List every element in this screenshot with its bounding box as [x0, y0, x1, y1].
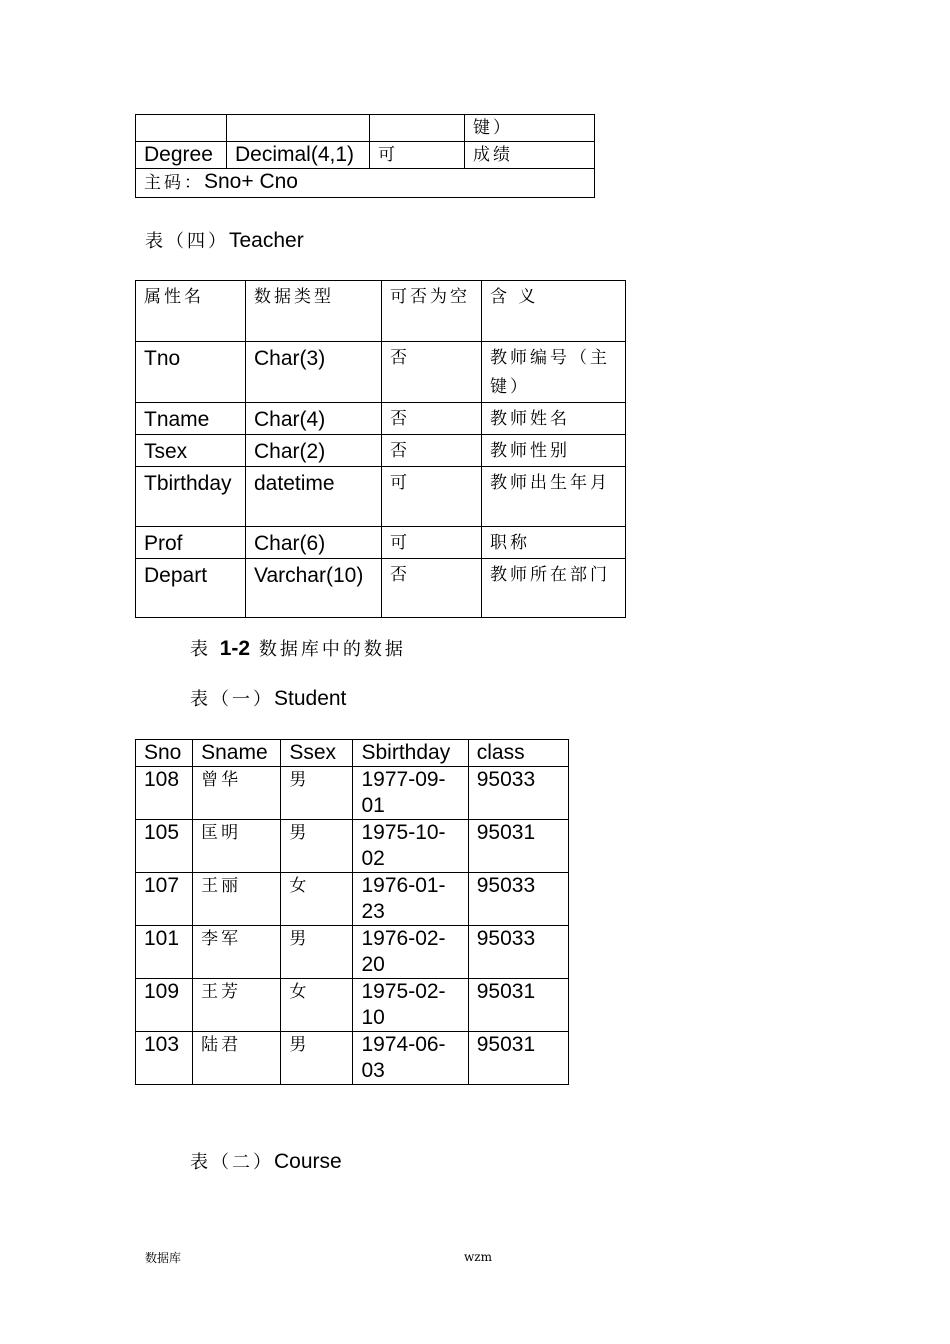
student-table — [135, 739, 569, 1085]
table-cell: Char(2) — [246, 435, 382, 467]
table-cell: 105 — [136, 820, 193, 873]
table-cell — [370, 115, 465, 142]
caption-name: Student — [274, 687, 347, 710]
table-cell: 107 — [136, 873, 193, 926]
table-row — [136, 926, 569, 979]
footer-left: 数据库 — [145, 1251, 182, 1265]
table-cell: 103 — [136, 1032, 193, 1085]
table-cell: Degree — [136, 142, 227, 169]
table-cell: 可 — [382, 467, 482, 527]
table-row — [136, 1032, 569, 1085]
table-row — [136, 403, 626, 435]
table-cell: 95033 — [468, 873, 568, 926]
table-cell: Depart — [136, 559, 246, 618]
table-cell: 男 — [281, 820, 353, 873]
table-cell: 95031 — [468, 820, 568, 873]
header-cell: 数据类型 — [246, 281, 382, 342]
primary-key-label: 主码： — [144, 173, 204, 193]
table-cell: 教师所在部门 — [482, 559, 626, 618]
table-cell: datetime — [246, 467, 382, 527]
header-cell: class — [468, 740, 568, 767]
table-cell: 可 — [370, 142, 465, 169]
course-table-caption — [190, 1148, 342, 1174]
table-cell: 1976-02-20 — [353, 926, 468, 979]
table-cell: 男 — [281, 767, 353, 820]
table-cell: Tname — [136, 403, 246, 435]
caption-prefix: 表（二） — [190, 1152, 274, 1173]
teacher-table-caption — [145, 227, 304, 253]
header-cell: Sname — [193, 740, 281, 767]
table-cell: 否 — [382, 403, 482, 435]
table-row — [136, 435, 626, 467]
table-cell: 101 — [136, 926, 193, 979]
table-cell: Tno — [136, 342, 246, 403]
table-cell: 否 — [382, 342, 482, 403]
table-cell: Char(6) — [246, 527, 382, 559]
table-cell: 女 — [281, 873, 353, 926]
table-cell: Char(4) — [246, 403, 382, 435]
table-cell: 教师性别 — [482, 435, 626, 467]
table-row — [136, 873, 569, 926]
table-cell — [227, 115, 370, 142]
table-cell: 否 — [382, 435, 482, 467]
header-cell: Sno — [136, 740, 193, 767]
table-cell: 职称 — [482, 527, 626, 559]
table-row — [136, 142, 595, 169]
table-cell: 王丽 — [193, 873, 281, 926]
header-cell: Ssex — [281, 740, 353, 767]
header-cell: 含 义 — [482, 281, 626, 342]
header-cell: 属性名 — [136, 281, 246, 342]
score-table-tail — [135, 114, 595, 198]
table-cell: 教师编号（主键） — [482, 342, 626, 403]
table-row — [136, 979, 569, 1032]
table-cell: 95033 — [468, 926, 568, 979]
table-cell: 男 — [281, 926, 353, 979]
primary-key-cell — [136, 169, 595, 198]
table-cell: 1975-10-02 — [353, 820, 468, 873]
footer-center: wzm — [464, 1250, 492, 1264]
table-row — [136, 169, 595, 198]
caption-prefix: 表 — [190, 639, 220, 660]
primary-key-value: Sno+ Cno — [204, 170, 298, 193]
table-cell: 曾华 — [193, 767, 281, 820]
table-row — [136, 527, 626, 559]
caption-name: Teacher — [229, 229, 304, 252]
table-cell: Varchar(10) — [246, 559, 382, 618]
table-cell: 陆君 — [193, 1032, 281, 1085]
table-cell: 匡明 — [193, 820, 281, 873]
table-cell: 1974-06-03 — [353, 1032, 468, 1085]
header-cell: 可否为空 — [382, 281, 482, 342]
table-cell — [136, 115, 227, 142]
caption-suffix: 数据库中的数据 — [250, 639, 406, 660]
table-cell: 1975-02-10 — [353, 979, 468, 1032]
table-cell: Decimal(4,1) — [227, 142, 370, 169]
table-cell: 可 — [382, 527, 482, 559]
table-row — [136, 820, 569, 873]
table-row — [136, 767, 569, 820]
table-cell: 键） — [465, 115, 595, 142]
table-cell: 95031 — [468, 979, 568, 1032]
table-cell: 95031 — [468, 1032, 568, 1085]
caption-number: 1-2 — [219, 637, 251, 660]
table-cell: Char(3) — [246, 342, 382, 403]
table-cell: 1976-01-23 — [353, 873, 468, 926]
table-cell: 女 — [281, 979, 353, 1032]
table-cell: 1977-09-01 — [353, 767, 468, 820]
table-cell: 李军 — [193, 926, 281, 979]
caption-prefix: 表（四） — [145, 231, 229, 252]
table-row — [136, 115, 595, 142]
table-cell: 成绩 — [465, 142, 595, 169]
table-cell: Tbirthday — [136, 467, 246, 527]
table-cell: 王芳 — [193, 979, 281, 1032]
table-cell: 108 — [136, 767, 193, 820]
teacher-table — [135, 280, 626, 618]
student-table-caption — [190, 685, 346, 711]
table-cell: Tsex — [136, 435, 246, 467]
caption-name: Course — [274, 1150, 342, 1173]
table-cell: 95033 — [468, 767, 568, 820]
table-header-row — [136, 740, 569, 767]
table-cell: 男 — [281, 1032, 353, 1085]
table-header-row — [136, 281, 626, 342]
table-cell: 109 — [136, 979, 193, 1032]
table-cell: 否 — [382, 559, 482, 618]
header-cell: Sbirthday — [353, 740, 468, 767]
table-cell: Prof — [136, 527, 246, 559]
table-row — [136, 467, 626, 527]
table-cell: 教师姓名 — [482, 403, 626, 435]
table-cell: 教师出生年月 — [482, 467, 626, 527]
table-row — [136, 342, 626, 403]
caption-prefix: 表（一） — [190, 689, 274, 710]
section-caption — [190, 635, 406, 661]
table-row — [136, 559, 626, 618]
